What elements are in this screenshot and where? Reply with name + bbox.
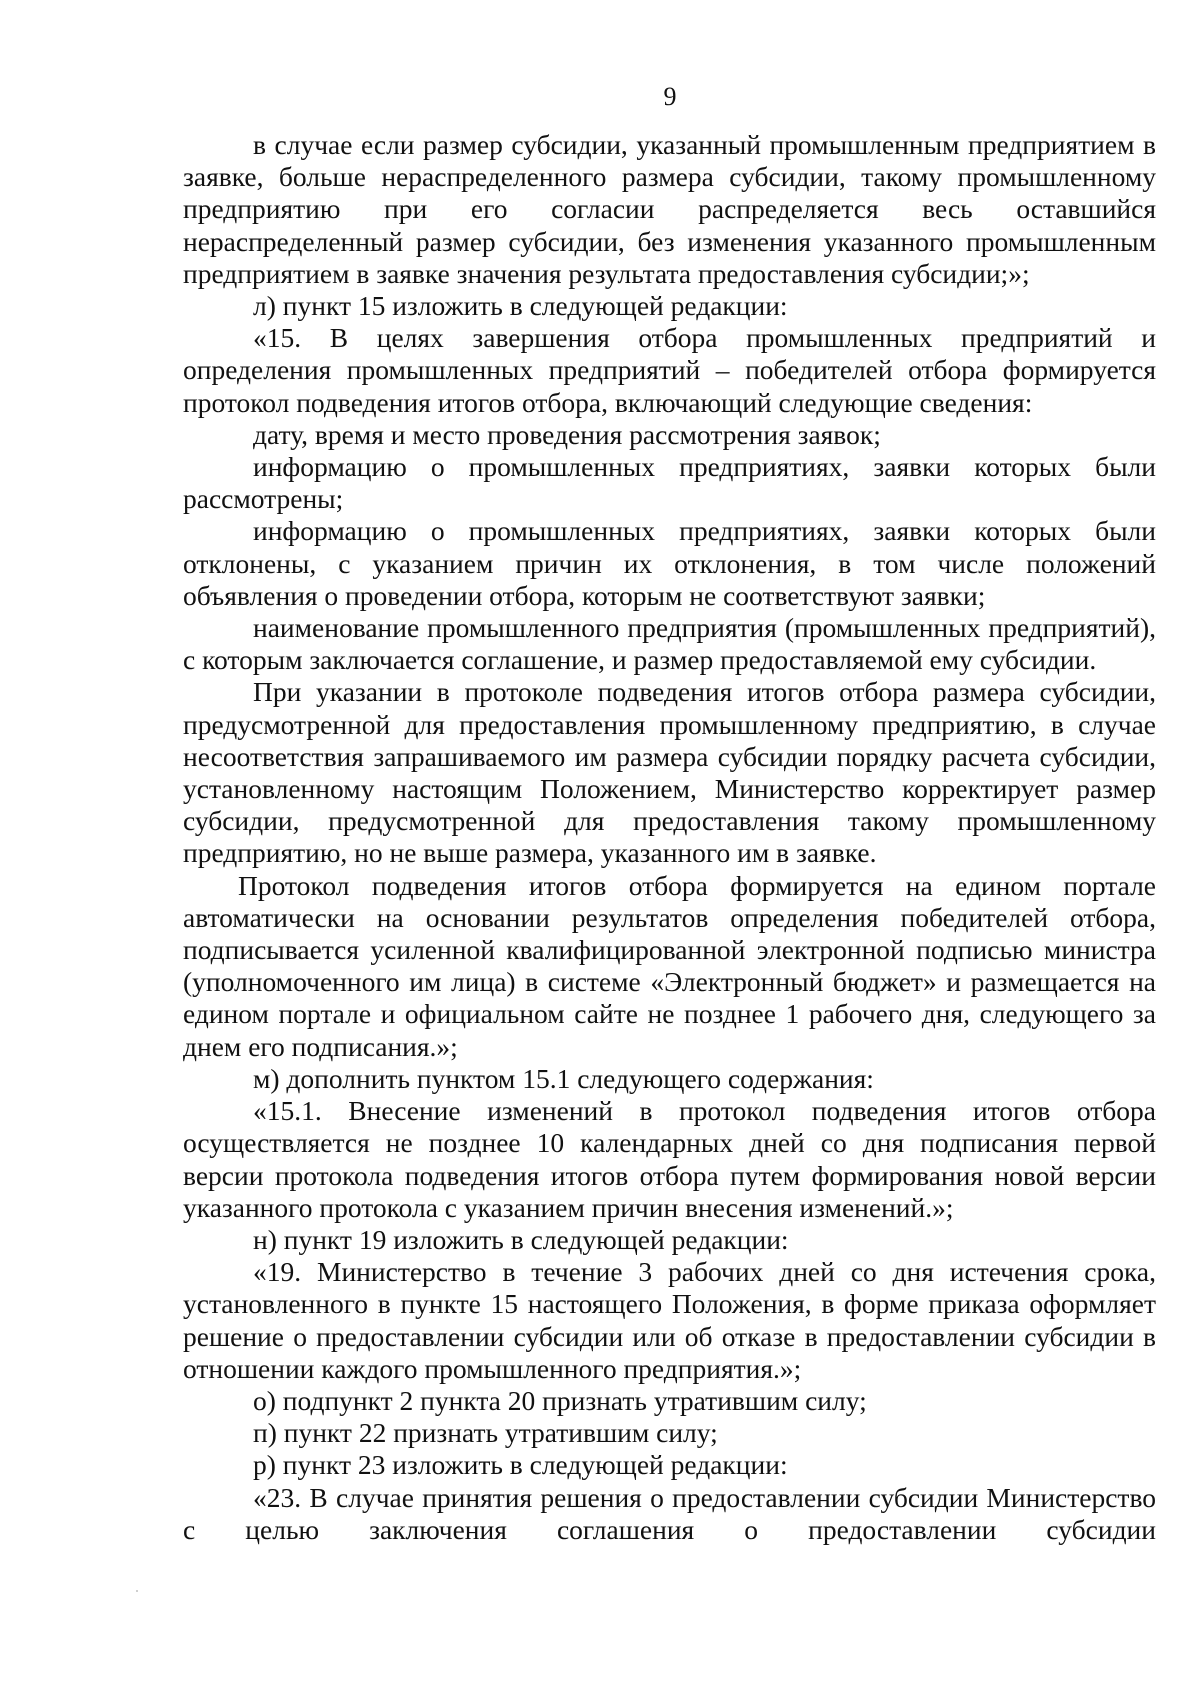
paragraph: «23. В случае принятия решения о предоставлении субсидии Министерство с целью заключения соглашения о предоставлении субсидии: [183, 1481, 1156, 1545]
page-number: 9: [663, 82, 677, 111]
scan-artifact: [136, 1590, 138, 1592]
paragraph: о) подпункт 2 пункта 20 признать утратившим силу;: [253, 1384, 867, 1416]
paragraph: информацию о промышленных предприятиях, заявки которых были рассмотрены;: [183, 451, 1156, 515]
paragraph: дату, время и место проведения рассмотрения заявок;: [253, 418, 881, 450]
paragraph: При указании в протоколе подведения итогов отбора размера субсидии, предусмотренной для предоставления промышленному предприятию, в случае несоответствия запрашиваемого им размера субсидии порядку расчета субсидии, установленному настоящим Положением, Министерство корректирует размер субсидии, предусмотренной для предоставления такому промышленному предприятию, но не выше размера, указанного им в заявке.: [183, 676, 1156, 869]
paragraph: «15.1. Внесение изменений в протокол подведения итогов отбора осуществляется не позднее 10 календарных дней со дня подписания первой версии протокола подведения итогов отбора путем формирования новой версии указанного протокола с указанием причин внесения изменений.»;: [183, 1095, 1156, 1223]
paragraph: н) пункт 19 изложить в следующей редакции:: [253, 1223, 789, 1255]
paragraph: л) пункт 15 изложить в следующей редакции:: [253, 290, 788, 322]
paragraph: наименование промышленного предприятия (промышленных предприятий), с которым заключается соглашение, и размер предоставляемой ему субсидии.: [183, 612, 1156, 676]
paragraph: п) пункт 22 признать утратившим силу;: [253, 1417, 718, 1449]
paragraph: «15. В целях завершения отбора промышленных предприятий и определения промышленных предприятий – победителей отбора формируется протокол подведения итогов отбора, включающий следующие сведения:: [183, 322, 1156, 418]
document-body: [183, 129, 1156, 1546]
paragraph: м) дополнить пунктом 15.1 следующего содержания:: [253, 1062, 874, 1094]
paragraph: в случае если размер субсидии, указанный промышленным предприятием в заявке, больше нераспределенного размера субсидии, такому промышленному предприятию при его согласии распределяется весь оставшийся нераспределенный размер субсидии, без изменения указанного промышленным предприятием в заявке значения результата предоставления субсидии;»;: [183, 129, 1156, 289]
paragraph: р) пункт 23 изложить в следующей редакции:: [253, 1449, 788, 1481]
paragraph: «19. Министерство в течение 3 рабочих дней со дня истечения срока, установленного в пункте 15 настоящего Положения, в форме приказа оформляет решение о предоставлении субсидии или об отказе в предоставлении субсидии в отношении каждого промышленного предприятия.»;: [183, 1256, 1156, 1384]
paragraph: Протокол подведения итогов отбора формируется на едином портале автоматически на основании результатов определения победителей отбора, подписывается усиленной квалифицированной электронной подписью министра (уполномоченного им лица) в системе «Электронный бюджет» и размещается на едином портале и официальном сайте не позднее 1 рабочего дня, следующего за днем его подписания.»;: [183, 869, 1156, 1062]
paragraph: информацию о промышленных предприятиях, заявки которых были отклонены, с указанием причин их отклонения, в том числе положений объявления о проведении отбора, которым не соответствуют заявки;: [183, 515, 1156, 611]
